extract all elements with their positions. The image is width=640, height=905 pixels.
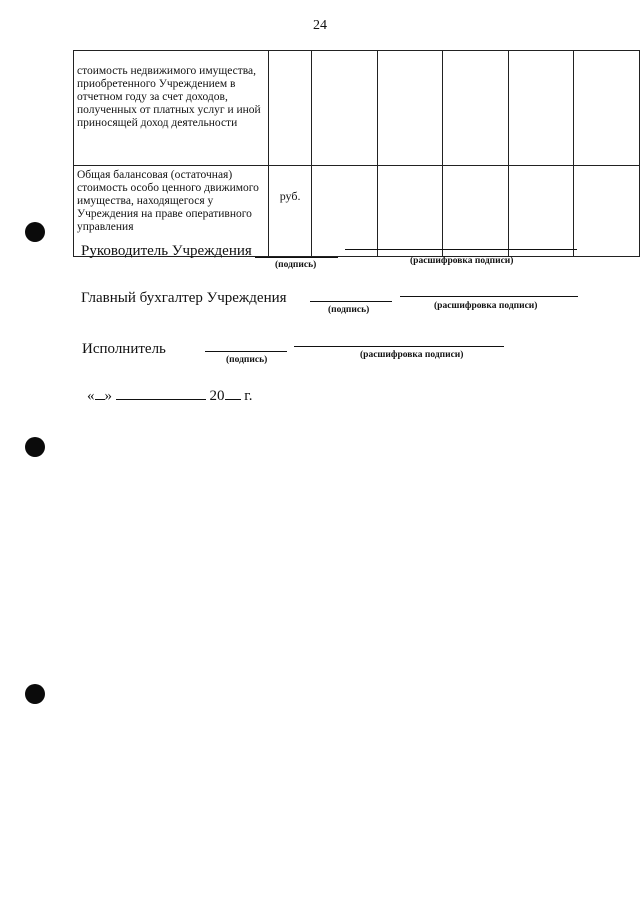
- punch-hole: [25, 437, 45, 457]
- executor-signature-label: Исполнитель: [82, 341, 166, 357]
- date-close-quote: »: [104, 388, 112, 404]
- value-cell: [311, 51, 377, 166]
- day-field[interactable]: [95, 387, 105, 400]
- executor-signature-caption: (подпись): [226, 355, 268, 365]
- accountant-decoding-line[interactable]: [400, 296, 578, 297]
- month-field[interactable]: [116, 387, 206, 400]
- value-cell: [311, 166, 377, 257]
- value-cell: [442, 166, 508, 257]
- accountant-signature-line[interactable]: [310, 301, 392, 302]
- value-cell: [573, 51, 639, 166]
- year-field[interactable]: [225, 387, 241, 400]
- punch-hole: [25, 222, 45, 242]
- head-signature-caption: (подпись): [275, 260, 317, 270]
- head-decoding-caption: (расшифровка подписи): [410, 256, 514, 266]
- date-open-quote: «: [87, 388, 95, 404]
- accountant-signature-label: Главный бухгалтер Учреждения: [81, 290, 287, 306]
- row-description: Общая балансовая (остаточная) стоимость особо ценного движимого имущества, находящегося у Учреждения на праве оперативного управления: [74, 166, 269, 257]
- year-suffix: г.: [244, 388, 253, 404]
- head-signature-label: Руководитель Учреждения: [81, 243, 252, 259]
- accountant-decoding-caption: (расшифровка подписи): [434, 301, 538, 311]
- head-decoding-line[interactable]: [345, 249, 577, 250]
- head-signature-line[interactable]: [255, 257, 338, 258]
- executor-decoding-line[interactable]: [294, 346, 504, 347]
- value-cell: [508, 166, 573, 257]
- executor-decoding-caption: (расшифровка подписи): [360, 350, 464, 360]
- value-cell: [508, 51, 573, 166]
- value-cell: [377, 51, 442, 166]
- property-value-table: [73, 50, 640, 257]
- value-cell: [377, 166, 442, 257]
- table-row: [74, 51, 640, 166]
- row-description: стоимость недвижимого имущества, приобретенного Учреждением в отчетном году за счет доходов, полученных от платных услуг и иной приносящей доход деятельности: [74, 51, 269, 166]
- value-cell: [442, 51, 508, 166]
- executor-signature-line[interactable]: [205, 351, 287, 352]
- row-unit: руб.: [269, 166, 311, 257]
- accountant-signature-caption: (подпись): [328, 305, 370, 315]
- value-cell: [573, 166, 639, 257]
- row-unit: [269, 51, 311, 166]
- year-prefix: 20: [209, 388, 225, 404]
- punch-hole: [25, 684, 45, 704]
- page-number: 24: [313, 18, 327, 33]
- date-line: [87, 387, 252, 405]
